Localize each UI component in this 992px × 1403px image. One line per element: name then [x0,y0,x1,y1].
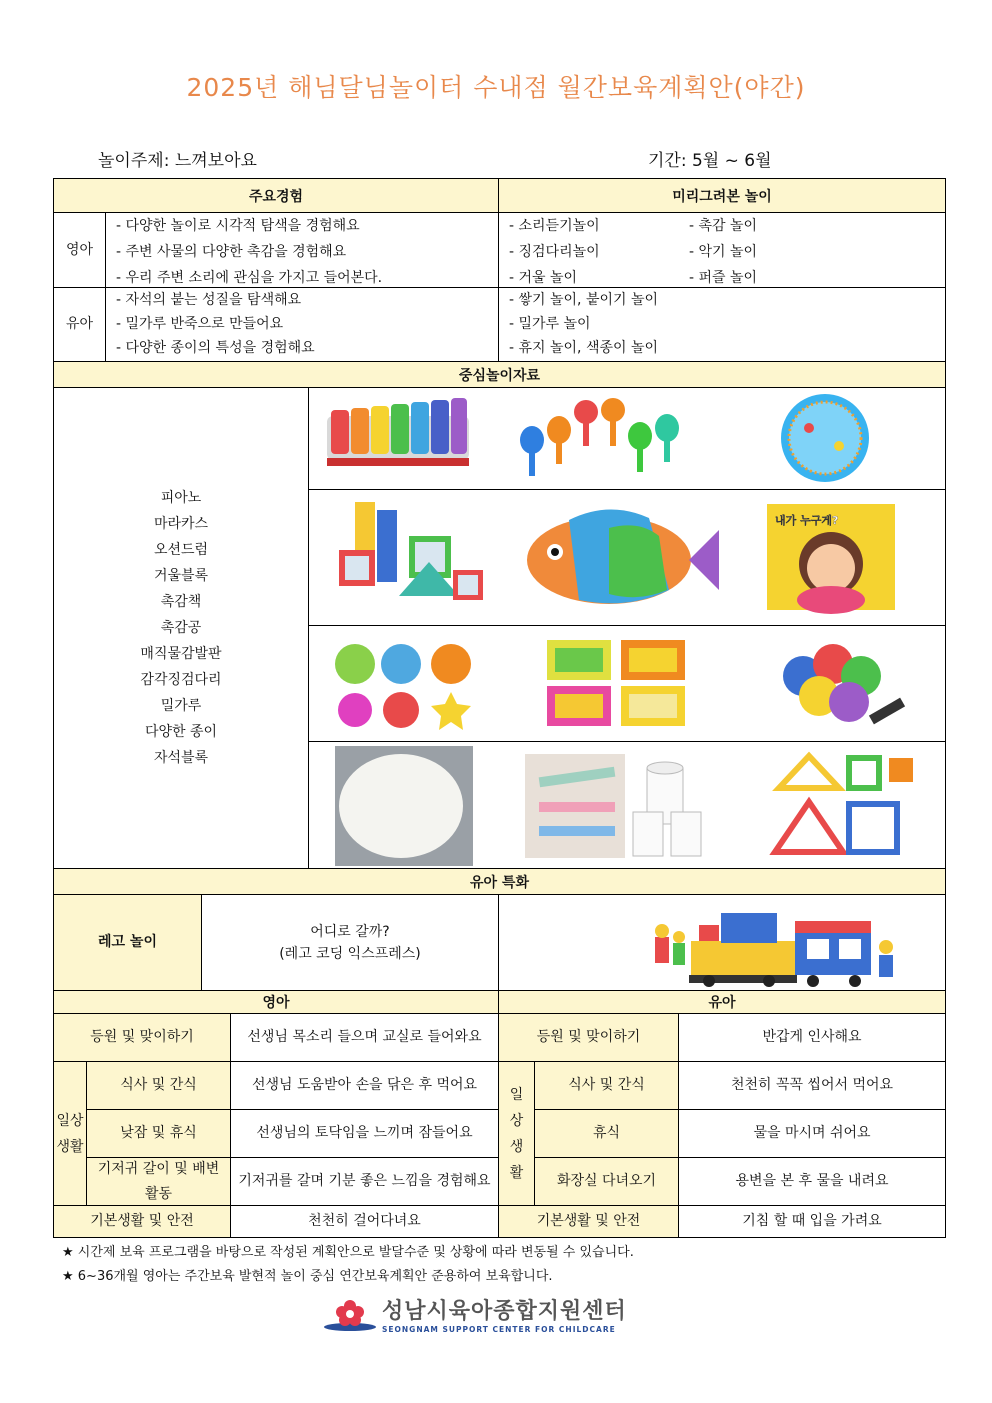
plan-period: 기간: 5월 ~ 6월 [648,151,772,171]
play-topic: 놀이주제: 느껴보아요 [98,151,257,171]
infant-play: - 거울 놀이 [509,270,578,286]
toddler-meal-text: 천천히 꼭꼭 씹어서 먹어요 [678,1061,946,1110]
key-experience-header: 주요경험 [53,178,499,213]
material-item: 거울블록 [153,568,209,584]
infant-arrival-text: 선생님 목소리 들으며 교실로 들어와요 [230,1013,499,1062]
toddler-goal: - 밀가루 반죽으로 만들어요 [116,316,284,332]
infant-nap-text: 선생님의 토닥임을 느끼며 잠들어요 [230,1109,499,1158]
page-title: 2025년 해님달님놀이터 수내점 월간보육계획안(야간) [186,73,806,102]
infant-play-row [509,239,945,265]
toddler-arrival-text: 반갑게 인사해요 [678,1013,946,1062]
sensory-balls-image [335,644,471,730]
toddler-goal: - 다양한 종이의 특성을 경험해요 [116,340,315,356]
mirror-blocks-image [339,502,483,600]
org-name: 성남시육아종합지원센터 [382,1299,627,1324]
infant-meal-label: 식사 및 간식 [86,1061,231,1110]
material-item: 마라카스 [153,516,209,532]
image-row-4 [308,741,946,869]
flower-logo-icon [322,1297,378,1331]
maracas-image [520,398,679,476]
infant-arrival-label: 등원 및 맞이하기 [53,1013,231,1062]
daily-infant-header: 영아 [53,990,499,1014]
infant-play-row [509,213,945,239]
materials-header: 중심놀이자료 [53,361,946,388]
infant-plays [498,212,946,288]
toddler-safety-label: 기본생활 및 안전 [498,1205,679,1238]
infant-safety-text: 천천히 걸어다녀요 [230,1205,499,1238]
infant-label: 영아 [53,212,106,288]
org-text [382,1294,627,1334]
toddler-label: 유아 [53,287,106,362]
toddler-rest-label: 휴식 [534,1109,679,1158]
infant-play: - 징검다리놀이 [509,244,600,260]
infant-goal: - 다양한 놀이로 시각적 탐색을 경험해요 [116,218,360,234]
toddler-toilet-label: 화장실 다녀오기 [534,1157,679,1206]
image-row-3 [308,625,946,742]
toddler-toilet-text: 용변을 본 후 물을 내려요 [678,1157,946,1206]
material-item: 촉감공 [160,620,202,636]
toddler-play: - 밀가루 놀이 [509,316,591,332]
planned-play-header: 미리그려본 놀이 [498,178,946,213]
material-item: 다양한 종이 [144,724,218,740]
org-subtitle: SEONGNAM SUPPORT CENTER FOR CHILDCARE [382,1325,616,1334]
sensory-stepping-stones-image [783,644,905,724]
touch-fish-image [527,509,719,604]
infant-play: - 촉감 놀이 [689,218,758,234]
materials-list [53,387,309,869]
special-header: 유아 특화 [53,868,946,895]
toddler-play: - 휴지 놀이, 색종이 놀이 [509,340,659,356]
image-row-1-art [309,388,945,489]
image-row-3-art [309,626,945,741]
toddler-play: - 쌓기 놀이, 붙이기 놀이 [509,292,659,308]
lego-image-cell [498,894,946,991]
lego-train-image [499,895,945,990]
material-item: 자석블록 [153,750,209,766]
material-item: 오션드럼 [153,542,209,558]
toddler-safety-text: 기침 할 때 입을 가려요 [678,1205,946,1238]
footnote-1: ★ 시간제 보육 프로그램을 바탕으로 작성된 계획안으로 발달수준 및 상황에 따라 변동될 수 있습니다. [62,1245,634,1260]
lego-play-description [201,894,499,991]
book-caption: 내가 누구게? [775,514,839,527]
infant-meal-text: 선생님 도움받아 손을 닦은 후 먹어요 [230,1061,499,1110]
image-row-4-art [309,742,945,868]
infant-nap-label: 낮잠 및 휴식 [86,1109,231,1158]
material-item: 밀가루 [160,698,202,714]
lego-line-2: (레고 코딩 익스프레스) [279,945,421,962]
infant-daily-life-label: 일상생활 [53,1061,87,1206]
toddler-daily-life-label: 일상생활 [498,1061,535,1206]
ocean-drum-image [781,394,869,482]
org-logo [322,1294,627,1334]
image-row-2-art [309,490,945,625]
xylophone-image [327,398,469,466]
various-paper-image [525,754,701,858]
infant-safety-label: 기본생활 및 안전 [53,1205,231,1238]
toddler-arrival-label: 등원 및 맞이하기 [498,1013,679,1062]
material-item: 피아노 [160,490,202,506]
infant-goal: - 주변 사물의 다양한 촉감을 경험해요 [116,244,347,260]
toddler-goals [105,287,499,362]
footnote-2: ★ 6~36개월 영아는 주간보육 발현적 놀이 중심 연간보육계획안 준용하여 보육합니다. [62,1269,553,1284]
lego-play-label: 레고 놀이 [53,894,202,991]
infant-diaper-text: 기저귀를 갈며 기분 좋은 느낌을 경험해요 [230,1157,499,1206]
image-row-1 [308,387,946,490]
image-row-2 [308,489,946,626]
toddler-rest-text: 물을 마시며 쉬어요 [678,1109,946,1158]
material-item: 촉감책 [160,594,202,610]
magnetic-blocks-image [775,756,913,852]
flour-dough-image [335,746,473,866]
toddler-meal-label: 식사 및 간식 [534,1061,679,1110]
infant-goals [105,212,499,288]
lego-line-1: 어디로 갈까? [310,923,390,940]
infant-diaper-label: 기저귀 갈이 및 배변 활동 [86,1157,231,1206]
infant-goal: - 우리 주변 소리에 관심을 가지고 들어본다. [116,270,383,286]
toddler-plays [498,287,946,362]
infant-play: - 소리듣기놀이 [509,218,600,234]
daily-toddler-header: 유아 [498,990,946,1014]
material-item: 감각징검다리 [140,672,222,688]
material-item: 매직물감발판 [140,646,222,662]
toddler-goal: - 자석의 붙는 성질을 탐색해요 [116,292,302,308]
infant-play: - 악기 놀이 [689,244,758,260]
infant-play: - 퍼즐 놀이 [689,270,758,286]
magic-paint-mat-image [547,640,685,726]
